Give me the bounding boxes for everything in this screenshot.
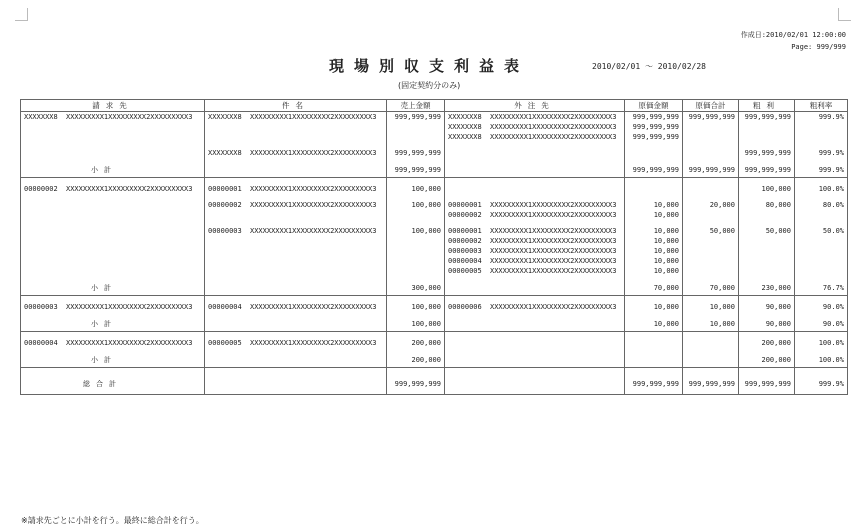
sales-amount: 100,000 <box>411 185 441 193</box>
grand-total-cost: 999,999,999 <box>625 374 683 395</box>
subtotal-cost-total: 999,999,999 <box>683 164 739 178</box>
sales-cell <box>387 302 445 312</box>
project-name: XXXXXXXXX1XXXXXXXXX2XXXXXXXXX3 <box>250 149 377 157</box>
subtotal-cost <box>625 354 683 368</box>
vendor-cost: 999,999,999 <box>632 113 679 121</box>
vendor-cell <box>445 302 625 312</box>
gross-rate: 100.0% <box>818 339 844 347</box>
vendor-entry <box>448 112 621 122</box>
grand-total-gross: 999,999,999 <box>739 374 795 395</box>
vendor-cell <box>445 148 625 158</box>
subtotal-gross: 90,000 <box>739 318 795 332</box>
rate-cell <box>795 200 848 220</box>
subtotal-cost-total: 10,000 <box>683 318 739 332</box>
project-code: 00000001 <box>208 185 242 193</box>
created-label: 作成日: <box>740 31 766 39</box>
vendor-cost: 10,000 <box>653 201 679 209</box>
gross-cell <box>739 112 795 143</box>
project-name: XXXXXXXXX1XXXXXXXXX2XXXXXXXXX3 <box>250 185 377 193</box>
sales-amount: 999,999,999 <box>394 113 441 121</box>
created-date <box>741 30 846 40</box>
sales-amount: 100,000 <box>411 227 441 235</box>
col-header-gross: 粗利 <box>739 100 795 112</box>
cost-total-cell <box>683 226 739 276</box>
vendor-entry <box>448 302 621 312</box>
report-period: 2010/02/01 ～ 2010/02/28 <box>592 62 706 71</box>
gross-profit: 80,000 <box>765 201 791 209</box>
project-entry <box>208 226 383 236</box>
project-name: XXXXXXXXX1XXXXXXXXX2XXXXXXXXX3 <box>250 201 377 209</box>
subtotal-rate: 100.0% <box>795 354 848 368</box>
project-name: XXXXXXXXX1XXXXXXXXX2XXXXXXXXX3 <box>250 113 377 121</box>
project-entry <box>208 184 383 194</box>
subtotal-sales: 999,999,999 <box>387 164 445 178</box>
table-row <box>21 112 848 143</box>
page-label: Page: <box>791 43 813 51</box>
billing-code: XXXXXXX8 <box>24 113 58 121</box>
sales-cell <box>387 148 445 158</box>
vendor-name: XXXXXXXXX1XXXXXXXXX2XXXXXXXXX3 <box>490 247 617 255</box>
subtotal-sales: 100,000 <box>387 318 445 332</box>
billing-cell <box>21 200 205 220</box>
vendor-name: XXXXXXXXX1XXXXXXXXX2XXXXXXXXX3 <box>490 133 617 141</box>
sales-cell <box>387 112 445 143</box>
gross-profit: 999,999,999 <box>744 113 791 121</box>
subtotal-cost: 70,000 <box>625 282 683 296</box>
gross-rate: 90.0% <box>822 303 844 311</box>
report-table <box>20 99 848 395</box>
vendor-code: 00000005 <box>448 267 482 275</box>
billing-name: XXXXXXXXX1XXXXXXXXX2XXXXXXXXX3 <box>66 113 193 121</box>
table-row <box>21 148 848 158</box>
project-code: XXXXXXX8 <box>208 149 242 157</box>
gross-cell <box>739 200 795 220</box>
cost-total: 10,000 <box>709 303 735 311</box>
sales-cell <box>387 226 445 276</box>
vendor-code: 00000002 <box>448 211 482 219</box>
project-cell <box>205 148 387 158</box>
billing-cell <box>21 302 205 312</box>
cost-total: 999,999,999 <box>688 113 735 121</box>
vendor-cost: 999,999,999 <box>632 123 679 131</box>
subtotal-row <box>21 354 848 368</box>
vendor-name: XXXXXXXXX1XXXXXXXXX2XXXXXXXXX3 <box>490 113 617 121</box>
billing-entry <box>24 112 201 122</box>
billing-code: 00000004 <box>24 339 58 347</box>
gross-cell <box>739 148 795 158</box>
vendor-entry <box>448 236 621 246</box>
project-code: 00000004 <box>208 303 242 311</box>
subtotal-gross: 999,999,999 <box>739 164 795 178</box>
subtotal-cost: 10,000 <box>625 318 683 332</box>
rate-cell <box>795 148 848 158</box>
cost-cell <box>625 302 683 312</box>
billing-cell <box>21 338 205 348</box>
col-header-cost-total: 原価合計 <box>683 100 739 112</box>
table-row <box>21 200 848 220</box>
sales-amount: 100,000 <box>411 201 441 209</box>
vendor-entry <box>448 122 621 132</box>
vendor-entry <box>448 132 621 142</box>
project-code: 00000003 <box>208 227 242 235</box>
vendor-name: XXXXXXXXX1XXXXXXXXX2XXXXXXXXX3 <box>490 303 617 311</box>
cost-total-cell <box>683 148 739 158</box>
subtotal-rate: 76.7% <box>795 282 848 296</box>
gross-cell <box>739 184 795 194</box>
subtotal-label: 小計 <box>21 354 205 368</box>
project-cell <box>205 112 387 143</box>
project-cell <box>205 338 387 348</box>
project-entry <box>208 148 383 158</box>
subtotal-label: 小計 <box>21 318 205 332</box>
table-header-row <box>21 100 848 112</box>
grand-total-sales: 999,999,999 <box>387 374 445 395</box>
billing-name: XXXXXXXXX1XXXXXXXXX2XXXXXXXXX3 <box>66 339 193 347</box>
col-header-rate: 粗利率 <box>795 100 848 112</box>
gross-profit: 100,000 <box>761 185 791 193</box>
cost-total: 20,000 <box>709 201 735 209</box>
sales-amount: 999,999,999 <box>394 149 441 157</box>
cost-total <box>686 338 735 348</box>
grand-total-rate: 999.9% <box>795 374 848 395</box>
project-cell <box>205 226 387 276</box>
vendor-cell <box>445 200 625 220</box>
subtotal-cost: 999,999,999 <box>625 164 683 178</box>
vendor-cost: 10,000 <box>653 303 679 311</box>
vendor-cost: 10,000 <box>653 267 679 275</box>
cost-cell <box>625 200 683 220</box>
grand-total-label: 総合計 <box>21 374 205 395</box>
rate-cell <box>795 226 848 276</box>
col-header-vendor: 外注先 <box>445 100 625 112</box>
billing-entry <box>24 302 201 312</box>
report-title: 現場別収支利益表 <box>329 57 530 75</box>
sales-cell <box>387 184 445 194</box>
vendor-code: 00000004 <box>448 257 482 265</box>
cost-cell <box>625 112 683 143</box>
vendor-cost: 10,000 <box>653 237 679 245</box>
subtotal-label: 小計 <box>21 164 205 178</box>
vendor-name: XXXXXXXXX1XXXXXXXXX2XXXXXXXXX3 <box>490 257 617 265</box>
project-entry <box>208 200 383 210</box>
vendor-code: XXXXXXX8 <box>448 133 482 141</box>
project-cell <box>205 200 387 220</box>
subtotal-label: 小計 <box>21 282 205 296</box>
page-corner-mark-right <box>838 8 851 21</box>
gross-profit: 90,000 <box>765 303 791 311</box>
vendor-code: XXXXXXX8 <box>448 123 482 131</box>
vendor-code: 00000001 <box>448 201 482 209</box>
billing-cell <box>21 112 205 143</box>
billing-code: 00000003 <box>24 303 58 311</box>
vendor-entry <box>448 226 621 236</box>
vendor-code: 00000001 <box>448 227 482 235</box>
gross-rate: 999.9% <box>818 149 844 157</box>
vendor-cell <box>445 226 625 276</box>
gross-rate: 100.0% <box>818 185 844 193</box>
gross-cell <box>739 226 795 276</box>
vendor-name: XXXXXXXXX1XXXXXXXXX2XXXXXXXXX3 <box>490 211 617 219</box>
vendor-cost: 10,000 <box>653 257 679 265</box>
vendor-entry <box>448 210 621 220</box>
gross-profit: 200,000 <box>761 339 791 347</box>
vendor-name: XXXXXXXXX1XXXXXXXXX2XXXXXXXXX3 <box>490 237 617 245</box>
report-body <box>21 112 848 395</box>
project-cell <box>205 184 387 194</box>
vendor-cost: 10,000 <box>653 211 679 219</box>
vendor-name: XXXXXXXXX1XXXXXXXXX2XXXXXXXXX3 <box>490 123 617 131</box>
vendor-name: XXXXXXXXX1XXXXXXXXX2XXXXXXXXX3 <box>490 267 617 275</box>
page-value: 999/999 <box>816 43 846 51</box>
project-name: XXXXXXXXX1XXXXXXXXX2XXXXXXXXX3 <box>250 303 377 311</box>
cost-cell <box>625 338 683 348</box>
billing-cell <box>21 148 205 158</box>
vendor-code: XXXXXXX8 <box>448 113 482 121</box>
subtotal-cost-total: 70,000 <box>683 282 739 296</box>
grand-total-row <box>21 374 848 395</box>
sales-cell <box>387 200 445 220</box>
vendor-cell <box>445 338 625 348</box>
sales-amount: 200,000 <box>411 339 441 347</box>
project-code: XXXXXXX8 <box>208 113 242 121</box>
rate-cell <box>795 184 848 194</box>
billing-cell <box>21 184 205 194</box>
vendor-cost: 10,000 <box>653 247 679 255</box>
rate-cell <box>795 302 848 312</box>
col-header-cost: 原価金額 <box>625 100 683 112</box>
grand-total-cost-total: 999,999,999 <box>683 374 739 395</box>
created-value: 2010/02/01 12:00:00 <box>765 31 846 39</box>
project-entry <box>208 302 383 312</box>
cost-total-cell <box>683 200 739 220</box>
col-header-billing: 請求先 <box>21 100 205 112</box>
table-row <box>21 226 848 276</box>
gross-rate: 999.9% <box>818 113 844 121</box>
vendor-name: XXXXXXXXX1XXXXXXXXX2XXXXXXXXX3 <box>490 201 617 209</box>
vendor-entry <box>448 246 621 256</box>
gross-profit: 50,000 <box>765 227 791 235</box>
rate-cell <box>795 112 848 143</box>
rate-cell <box>795 338 848 348</box>
subtotal-gross: 200,000 <box>739 354 795 368</box>
vendor-cost: 10,000 <box>653 227 679 235</box>
billing-cell <box>21 226 205 276</box>
project-entry <box>208 338 383 348</box>
billing-entry <box>24 338 201 348</box>
gross-rate: 80.0% <box>822 201 844 209</box>
cost-cell <box>625 226 683 276</box>
subtotal-row <box>21 164 848 178</box>
page-corner-mark-left <box>15 8 28 21</box>
subtotal-rate: 90.0% <box>795 318 848 332</box>
page-number <box>791 43 846 51</box>
subtotal-cost-total <box>683 354 739 368</box>
vendor-entry <box>448 266 621 276</box>
vendor-name: XXXXXXXXX1XXXXXXXXX2XXXXXXXXX3 <box>490 227 617 235</box>
cost-total-cell <box>683 302 739 312</box>
vendor-code: 00000002 <box>448 237 482 245</box>
billing-entry <box>24 184 201 194</box>
subtotal-row <box>21 318 848 332</box>
billing-name: XXXXXXXXX1XXXXXXXXX2XXXXXXXXX3 <box>66 303 193 311</box>
cost-total <box>686 148 735 158</box>
cost-cell <box>625 148 683 158</box>
cost-total-cell <box>683 112 739 143</box>
vendor-entry <box>448 200 621 210</box>
project-name: XXXXXXXXX1XXXXXXXXX2XXXXXXXXX3 <box>250 339 377 347</box>
table-row <box>21 184 848 194</box>
project-code: 00000002 <box>208 201 242 209</box>
cost-total-cell <box>683 338 739 348</box>
gross-cell <box>739 302 795 312</box>
subtotal-sales: 300,000 <box>387 282 445 296</box>
billing-name: XXXXXXXXX1XXXXXXXXX2XXXXXXXXX3 <box>66 185 193 193</box>
vendor-code: 00000006 <box>448 303 482 311</box>
table-row <box>21 338 848 348</box>
subtotal-sales: 200,000 <box>387 354 445 368</box>
footnote: ※請求先ごとに小計を行う。最終に総合計を行う。 <box>21 516 204 525</box>
gross-profit: 999,999,999 <box>744 149 791 157</box>
cost-total: 50,000 <box>709 227 735 235</box>
subtotal-row <box>21 282 848 296</box>
cost-cell <box>625 184 683 194</box>
cost-total <box>686 184 735 194</box>
vendor-cell <box>445 184 625 194</box>
vendor-entry <box>448 256 621 266</box>
sales-cell <box>387 338 445 348</box>
vendor-cost: 999,999,999 <box>632 133 679 141</box>
project-name: XXXXXXXXX1XXXXXXXXX2XXXXXXXXX3 <box>250 227 377 235</box>
subtotal-rate: 999.9% <box>795 164 848 178</box>
vendor-cell <box>445 112 625 143</box>
col-header-project: 件名 <box>205 100 387 112</box>
gross-cell <box>739 338 795 348</box>
sales-amount: 100,000 <box>411 303 441 311</box>
table-row <box>21 302 848 312</box>
cost-total-cell <box>683 184 739 194</box>
billing-code: 00000002 <box>24 185 58 193</box>
vendor-code: 00000003 <box>448 247 482 255</box>
report-subtitle: (固定契約分のみ) <box>398 81 461 90</box>
gross-rate: 50.0% <box>822 227 844 235</box>
project-cell <box>205 302 387 312</box>
project-code: 00000005 <box>208 339 242 347</box>
subtotal-gross: 230,000 <box>739 282 795 296</box>
project-entry <box>208 112 383 122</box>
col-header-sales: 売上金額 <box>387 100 445 112</box>
